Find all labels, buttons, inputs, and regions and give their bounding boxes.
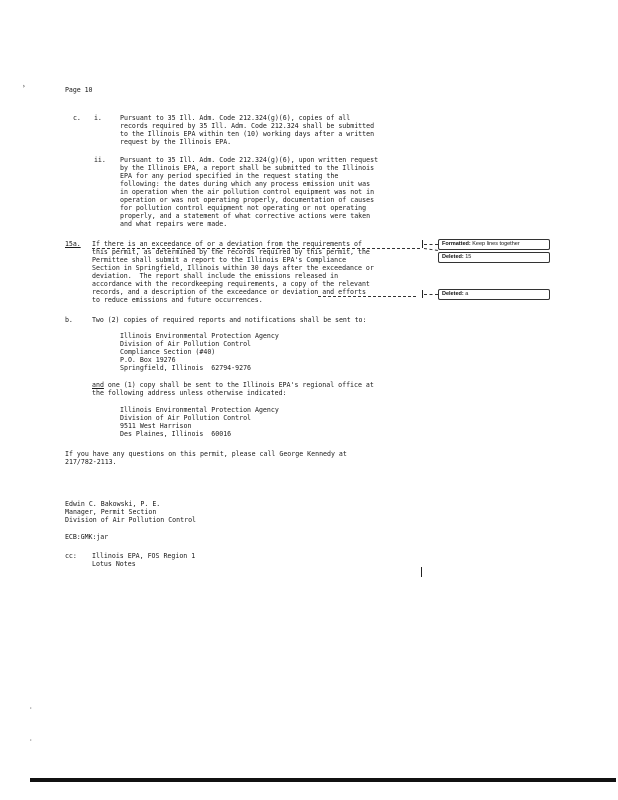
closing-text (65, 450, 347, 466)
item-i-text (120, 114, 374, 146)
cc-label: cc: (65, 552, 77, 560)
item-i-number: i. (94, 114, 102, 122)
comment-value: 15 (465, 254, 472, 260)
address-line: Illinois Environmental Protection Agency (120, 406, 279, 414)
text-line: following: the dates during which any process emission unit was (120, 180, 371, 188)
text-cursor (421, 567, 422, 577)
revision-leader (318, 296, 416, 297)
cc-list (92, 552, 195, 568)
text-line: properly, and a statement of what corrective actions were taken (120, 212, 371, 220)
signature-line: Manager, Permit Section (65, 508, 157, 516)
text-line: If you have any questions on this permit, please call George Kennedy at (65, 450, 347, 458)
text-line: the following address unless otherwise indicated: (92, 389, 287, 397)
page-bottom-rule (30, 778, 616, 782)
text-line: records required by 35 Ill. Adm. Code 212.324 shall be submitted (120, 122, 375, 130)
margin-mark: › (22, 83, 26, 90)
text-line: and what repairs were made. (120, 220, 228, 228)
section-b-letter: b. (65, 316, 73, 324)
text-line: records, and a description of the exceedance or deviation and efforts (92, 288, 366, 296)
regional-address (120, 406, 279, 438)
text-line: operation or was not operating properly, documentation of causes (120, 196, 375, 204)
margin-mark: · (29, 705, 33, 712)
comment-value: Keep lines together (472, 241, 520, 247)
comment-value: a (465, 291, 469, 297)
text-line: Section in Springfield, Illinois within 30 days after the exceedance or (92, 264, 374, 272)
text-line (92, 381, 374, 389)
comment-leader (424, 294, 438, 295)
and-word: and (92, 381, 104, 389)
text-line: by the Illinois EPA, a report shall be submitted to the Illinois (120, 164, 375, 172)
section-15a-number: 15a. (65, 240, 81, 248)
address-line: Illinois Environmental Protection Agency (120, 332, 279, 340)
page-label: Page 10 (65, 86, 93, 94)
address-line: Compliance Section (#40) (120, 348, 216, 356)
text-line: to reduce emissions and future occurrences. (92, 296, 263, 304)
signature-line: Edwin C. Bakowski, P. E. (65, 500, 161, 508)
comment-label: Deleted: (442, 254, 464, 260)
margin-mark: · (29, 737, 33, 744)
comment-label: Deleted: (442, 291, 464, 297)
change-bar (422, 240, 423, 248)
text-line: Pursuant to 35 Ill. Adm. Code 212.324(g)(6), copies of all (120, 114, 351, 122)
text-line: request by the Illinois EPA. (120, 138, 232, 146)
section-b-intro: Two (2) copies of required reports and notifications shall be sent to: (92, 316, 367, 324)
section-c-letter: c. (73, 114, 81, 122)
address-line: 9511 West Harrison (120, 422, 192, 430)
text-line: EPA for any period specified in the request stating the (120, 172, 339, 180)
text-span: one (1) copy shall be sent to the Illinois EPA's regional office at (103, 381, 374, 389)
cc-line: Lotus Notes (92, 560, 136, 568)
address-line: P.O. Box 19276 (120, 356, 176, 364)
comment-deleted-a[interactable] (438, 289, 550, 300)
compliance-address (120, 332, 279, 372)
text-line: for pollution control equipment not operating or not operating (120, 204, 367, 212)
initials: ECB:GMK:jar (65, 533, 109, 541)
address-line: Division of Air Pollution Control (120, 340, 252, 348)
text-line: Permittee shall submit a report to the Illinois EPA's Compliance (92, 256, 347, 264)
text-line: 217/782-2113. (65, 458, 117, 466)
item-ii-text (120, 156, 378, 228)
text-line: Pursuant to 35 Ill. Adm. Code 212.324(g)(6), upon written request (120, 156, 379, 164)
comment-formatted[interactable] (438, 239, 550, 250)
address-line: Des Plaines, Illinois 60016 (120, 430, 232, 438)
address-line: Division of Air Pollution Control (120, 414, 252, 422)
text-line: accordance with the recordkeeping requirements, a copy of the relevant (92, 280, 370, 288)
text-line: this permit, as determined by the records required by this permit, the (92, 248, 370, 256)
text-line: to the Illinois EPA within ten (10) working days after a written (120, 130, 375, 138)
comment-label: Formatted: (442, 241, 471, 247)
section-15a-text (92, 240, 374, 304)
signature-block (65, 500, 196, 524)
comment-leader (424, 244, 438, 245)
address-line: Springfield, Illinois 62794-9276 (120, 364, 252, 372)
signature-line: Division of Air Pollution Control (65, 516, 197, 524)
comment-deleted-15[interactable] (438, 252, 550, 263)
cc-line: Illinois EPA, FOS Region 1 (92, 552, 196, 560)
comment-leader (424, 248, 438, 251)
change-bar (422, 290, 423, 298)
text-line: in operation when the air pollution control equipment was not in (120, 188, 375, 196)
text-line: deviation. The report shall include the emissions released in (92, 272, 339, 280)
text-line: If there is an exceedance of or a deviation from the requirements of (92, 240, 362, 248)
revision-leader (92, 248, 420, 249)
regional-office-text (92, 381, 374, 397)
item-ii-number: ii. (94, 156, 106, 164)
